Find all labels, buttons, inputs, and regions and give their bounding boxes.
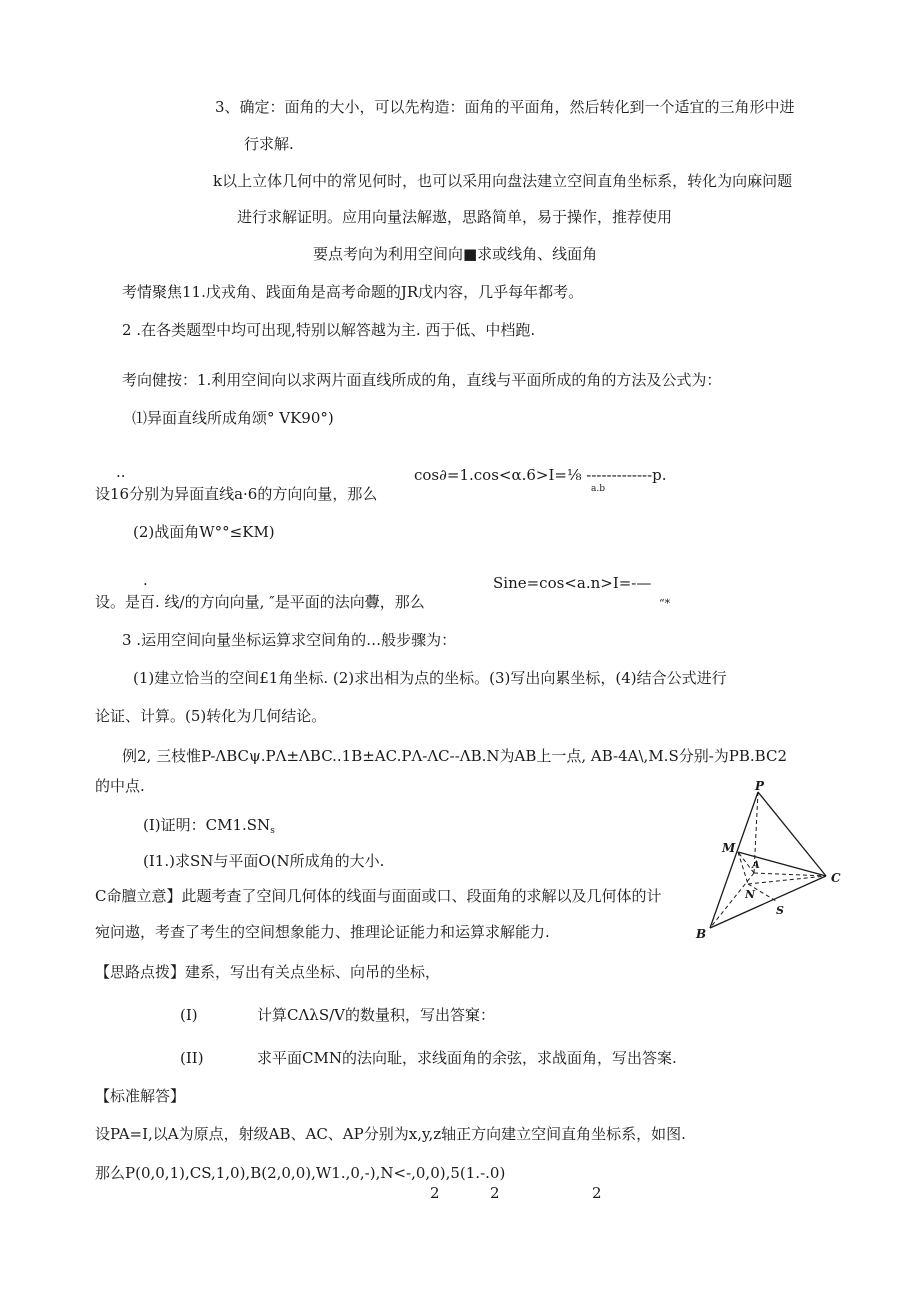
- label-b: B: [696, 927, 707, 941]
- text-line: k以上立体几何中的常见何时，也可以采用向盘法建立空间直角坐标系，转化为向麻问题: [213, 172, 793, 190]
- text-line: (2)战面角W°°≤KM): [133, 523, 275, 541]
- formula: cos∂=1.cos<α.6>I=⅛ -------------p.: [414, 466, 667, 484]
- label-n: N: [745, 888, 756, 901]
- label-s: S: [776, 904, 784, 917]
- edge-pb: [710, 792, 758, 928]
- text-line: 3、确定：面角的大小，可以先构造：面角的平面角，然后转化到一个适宜的三角形中进: [215, 98, 795, 116]
- question-1-sub: s: [270, 826, 275, 836]
- text-line: 考情聚焦11.戊戎角、践面角是高考命题的JR戊内容，几乎每年都考。: [122, 283, 584, 301]
- text-line: 行求解.: [244, 135, 294, 153]
- text-line: 宛问遨，考查了考生的空间想象能力、推理论证能力和运算求解能力.: [95, 923, 550, 941]
- text-fragment: .: [143, 571, 148, 589]
- formula-sub: “*: [659, 597, 671, 610]
- step-label: (II): [180, 1049, 204, 1067]
- text-line: 【思路点拨】建系，写出有关点坐标、向吊的坐标，: [95, 963, 441, 981]
- text-line: (1)建立恰当的空间£1角坐标. (2)求出相为点的坐标。(3)写出向累坐标，(4)结合公式进行: [133, 669, 727, 687]
- segment-nc: [748, 876, 826, 884]
- question-1: [143, 815, 275, 841]
- label-m: M: [722, 841, 736, 855]
- section-heading: 要点考向为利用空间向■求或线角、线面角: [313, 245, 598, 263]
- text-line: 考向健按：1.利用空间向以求两片面直线所成的角，直线与平面所成的角的方法及公式为：: [122, 371, 722, 389]
- text-line: 论证、计算。(5)转化为几何结论。: [95, 707, 327, 725]
- text-line: C命膻立意】此题考查了空间几何体的线面与面面或口、段面角的求解以及几何体的计: [95, 887, 662, 905]
- segment-mn: [738, 852, 748, 884]
- fraction-denominator: 2: [592, 1184, 602, 1202]
- tetrahedron-figure: [688, 780, 868, 950]
- text-line: 的中点.: [95, 777, 145, 795]
- formula-sub: a.b: [591, 484, 605, 494]
- example-line: 例2, 三枝惟P-ΛBCψ.PΛ±ΛBC..1B±AC.PΛ-ΛC--ΛB.N为AB上一点, AB-4A\,M.S分别-为PB.BC2: [122, 747, 788, 765]
- edge-bc: [710, 876, 826, 928]
- label-p: P: [755, 780, 765, 793]
- step-text: 求平面CMN的法向耻，求线面角的余弦，求战面角，写出答案.: [257, 1049, 677, 1067]
- text-fragment: ..: [116, 463, 126, 481]
- edge-pc: [758, 792, 826, 876]
- step-text: 计算CΛλS∕V的数量积，写出答窠：: [257, 1006, 495, 1024]
- step-label: (I): [180, 1006, 198, 1024]
- label-a: A: [752, 860, 760, 871]
- formula: Sine=cos<a.n>I=-—: [493, 574, 652, 592]
- text-line: ⑴异面直线所成角颂° VK90°): [132, 409, 334, 427]
- fraction-denominator: 2: [490, 1184, 500, 1202]
- label-c: C: [831, 871, 841, 885]
- text-line: 3 .运用空间向量坐标运算求空间角的…般步骤为：: [122, 631, 457, 649]
- section-heading: 【标准解答】: [95, 1087, 186, 1105]
- question-1-text: (I)证明：CM1.SN: [143, 816, 271, 834]
- text-line: 设。是百. 线/的方向向量, ″是平面的法向虋，那么: [95, 593, 425, 611]
- coordinates-line: 那么P(0,0,1),CS,1,0),B(2,0,0),W1.,0,-),N<-,0,0),5(1.-.0): [95, 1164, 506, 1182]
- text-line: 2 .在各类题型中均可出现,特别以解答越为主. 西于低、中档跑.: [122, 321, 536, 339]
- question-2: (I1.)求SN与平面O(N所成角的大小.: [143, 852, 385, 870]
- fraction-denominator: 2: [430, 1184, 440, 1202]
- text-line: 设16分别为异面直线a·6的方向向量，那么: [95, 485, 378, 503]
- text-line: 进行求解证明。应用向量法解遨，思路简单，易于操作，推荐使用: [237, 208, 673, 226]
- text-line: 设PA=I,以A为原点，射级AB、AC、AP分别为x,y,z轴正方向建立空间直角坐标系，如图.: [95, 1125, 686, 1143]
